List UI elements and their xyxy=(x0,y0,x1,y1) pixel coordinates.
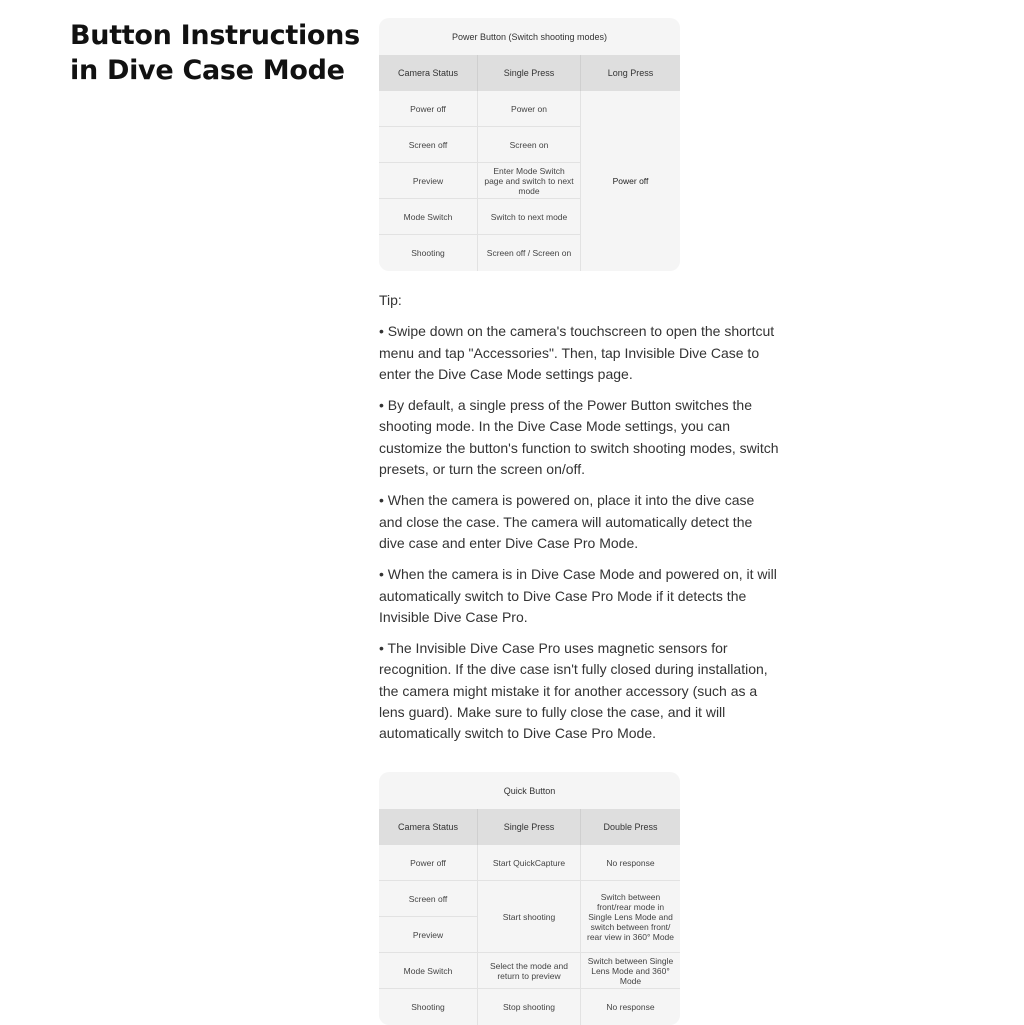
table-cell: Power off xyxy=(379,91,477,127)
table-cell: Switch between front/rear mode in Single Lens Mode and switch between front/ rear view in 360° Mode xyxy=(580,881,680,953)
table-caption: Power Button (Switch shooting modes) xyxy=(451,31,608,42)
column-header: Camera Status xyxy=(379,809,477,845)
table-cell: Preview xyxy=(379,163,477,199)
table-cell: Switch to next mode xyxy=(477,199,580,235)
tip-item: • The Invisible Dive Case Pro uses magnetic sensors for recognition. If the dive case isn't fully closed during installation, the camera might mistake it for another accessory (such as a lens guard). Make sure to fully close the case, and it will automatically switch to Dive Case Pro Mode. xyxy=(379,640,768,742)
table-cell: Power on xyxy=(477,91,580,127)
column-header: Single Press xyxy=(477,55,580,91)
tip-item: • When the camera is in Dive Case Mode and powered on, it will automatically switch to Dive Case Pro Mode if it detects the Invisible Dive Case Pro. xyxy=(379,566,777,625)
table-cell: Shooting xyxy=(411,248,445,258)
table-cell: Power off xyxy=(580,91,680,271)
table-cell: Enter Mode Switch page and switch to next mode xyxy=(477,163,580,199)
table-cell: No response xyxy=(580,845,680,881)
column-header: Single Press xyxy=(477,809,580,845)
table-cell: Shooting xyxy=(411,1002,445,1012)
table-caption: Quick Button xyxy=(503,785,556,796)
column-header: Camera Status xyxy=(379,55,477,91)
power-button-table xyxy=(379,18,680,271)
tip-item: • By default, a single press of the Power Button switches the shooting mode. In the Dive Case Mode settings, you can customize the button's function to switch shooting modes, switch presets, or turn the screen on/off. xyxy=(379,397,779,478)
table-cell: Start QuickCapture xyxy=(477,845,580,881)
table-cell: Power off xyxy=(379,845,477,881)
tip-item: • When the camera is powered on, place it into the dive case and close the case. The camera will automatically detect the dive case and enter Dive Case Pro Mode. xyxy=(379,492,755,551)
quick-button-table xyxy=(379,772,680,1025)
tip-label: Tip: xyxy=(379,292,402,308)
page-title: Button Instructions in Dive Case Mode xyxy=(70,20,360,86)
table-cell: Start shooting xyxy=(477,881,580,953)
table-cell: Preview xyxy=(379,917,477,953)
table-cell: Mode Switch xyxy=(379,953,477,989)
table-cell: Screen on xyxy=(477,127,580,163)
tips-section xyxy=(379,290,779,755)
tip-item: • Swipe down on the camera's touchscreen to open the shortcut menu and tap "Accessories". Then, tap Invisible Dive Case to enter the Dive Case Mode settings page. xyxy=(379,323,775,382)
table-cell: Mode Switch xyxy=(379,199,477,235)
table-cell: Screen off xyxy=(379,127,477,163)
table-cell: Screen off / Screen on xyxy=(477,235,580,271)
table-cell: No response xyxy=(580,989,680,1025)
table-cell: Switch between Single Lens Mode and 360° Mode xyxy=(580,953,680,989)
table-cell: Select the mode and return to preview xyxy=(477,953,580,989)
column-header: Double Press xyxy=(580,809,680,845)
table-cell: Stop shooting xyxy=(477,989,580,1025)
table-cell: Screen off xyxy=(379,881,477,917)
column-header: Long Press xyxy=(580,55,680,91)
